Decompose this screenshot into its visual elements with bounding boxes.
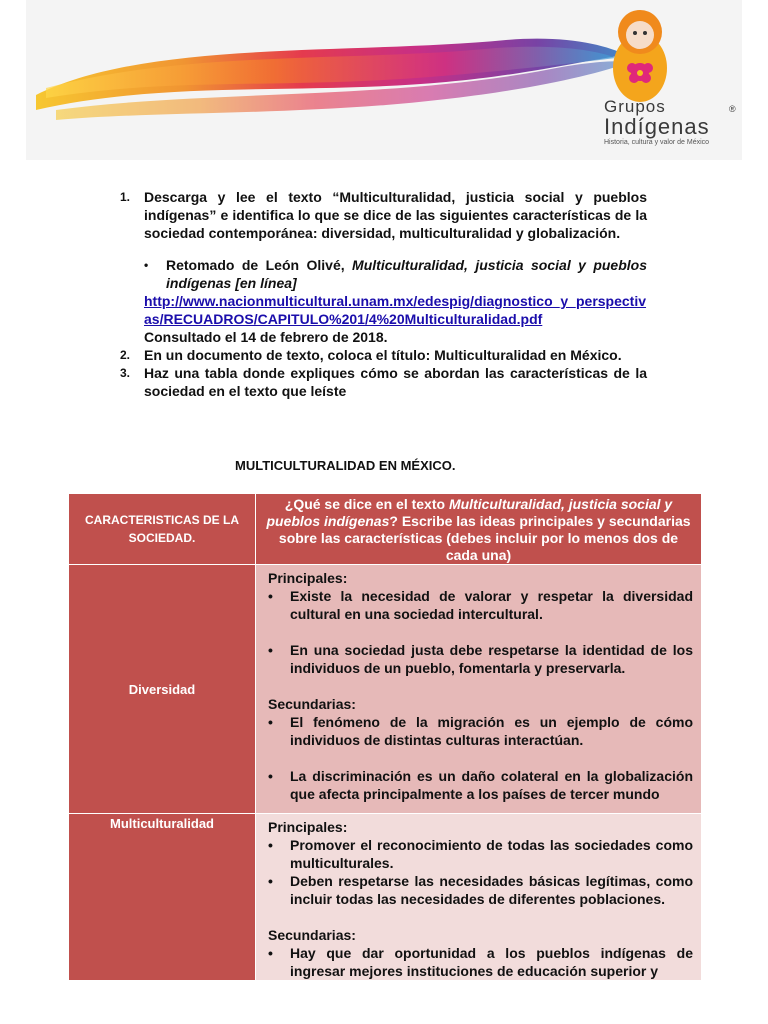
secundarias-label: Secundarias:: [268, 927, 356, 943]
instruction-2: [120, 346, 647, 364]
list-item: • Deben respetarse las necesidades básicas legítimas, como incluir todas las necesidades de diferentes poblaciones.: [268, 873, 693, 907]
list-item: • En una sociedad justa debe respetarse la identidad de los individuos de un pueblo, fomentarla y preservarla.: [268, 642, 693, 676]
list-item: • Hay que dar oportunidad a los pueblos indígenas de ingresar mejores instituciones de educación superior y: [268, 945, 693, 979]
row-content-diversidad: [256, 565, 702, 814]
page-title: MULTICULTURALIDAD EN MÉXICO.: [235, 458, 456, 473]
logo-tagline: Historia, cultura y valor de México: [604, 139, 710, 146]
item-number: 1.: [120, 190, 131, 204]
list-item: • Existe la necesidad de valorar y respetar la diversidad cultural en una sociedad intercultural.: [268, 588, 693, 622]
item-text: En un documento de texto, coloca el título: Multiculturalidad en México.: [144, 347, 622, 363]
instruction-1: [120, 188, 647, 242]
logo-line1: Grupos: [604, 97, 666, 116]
list-item: • Promover el reconocimiento de todas las sociedades como multiculturales.: [268, 837, 693, 871]
matryoshka-doll-icon: [613, 10, 667, 102]
bullet-icon: •: [144, 258, 149, 272]
logo: [604, 98, 742, 147]
header-question-italic: Multiculturalidad, justicia social y pueblos indígenas: [266, 496, 673, 529]
instructions: [120, 188, 647, 400]
header-question-part-a: ¿Qué se dice en el texto: [284, 496, 449, 512]
item-number: 2.: [120, 348, 131, 362]
principales-label: Principales:: [268, 819, 348, 835]
reference-block: [144, 256, 647, 292]
item-text: Descarga y lee el texto “Multiculturalidad, justicia social y pueblos indígenas” e identifica lo que se dice de las siguientes características de la sociedad contemporánea: diversidad, multiculturalidad y globalización.: [144, 189, 647, 241]
table-row: [69, 565, 702, 814]
list-item: • La discriminación es un daño colateral en la globalización que afecta principalmente a los países de tercer mundo: [268, 768, 693, 802]
characteristics-table: [68, 493, 702, 981]
reference-title: Multiculturalidad, justicia social y pueblos indígenas [en línea]: [166, 257, 647, 291]
registered-mark: ®: [729, 104, 736, 114]
header-question-part-b: ? Escribe las ideas principales y secundarias sobre las características (debes incluir por lo menos dos de cada una): [278, 513, 691, 563]
secundarias-label: Secundarias:: [268, 696, 356, 712]
header-question: [256, 494, 702, 565]
reference-prefix: Retomado de León Olivé,: [166, 257, 353, 273]
header-banner: [26, 0, 742, 160]
consulted-date: Consultado el 14 de febrero de 2018.: [144, 329, 388, 345]
reference-link[interactable]: http://www.nacionmulticultural.unam.mx/edespig/diagnostico_y_perspectivas/RECUADROS/CAPITULO%201/4%20Multiculturalidad.pdf: [144, 293, 647, 327]
list-item: • El fenómeno de la migración es un ejemplo de cómo individuos de distintas culturas interactúan.: [268, 714, 693, 748]
table-header-row: [69, 494, 702, 565]
item-text: Haz una tabla donde expliques cómo se abordan las características de la sociedad en el texto que leíste: [144, 365, 647, 399]
table-row: [69, 814, 702, 981]
principales-label: Principales:: [268, 570, 348, 586]
logo-line2: Indígenas: [604, 114, 710, 139]
row-content-multiculturalidad: [256, 814, 702, 981]
reference-text: [166, 256, 647, 292]
row-label-multiculturalidad: Multiculturalidad: [69, 814, 256, 981]
header-characteristics: CARACTERISTICAS DE LA SOCIEDAD.: [69, 494, 256, 565]
row-label-diversidad: Diversidad: [69, 565, 256, 814]
item-number: 3.: [120, 366, 131, 380]
instruction-3: [120, 364, 647, 400]
